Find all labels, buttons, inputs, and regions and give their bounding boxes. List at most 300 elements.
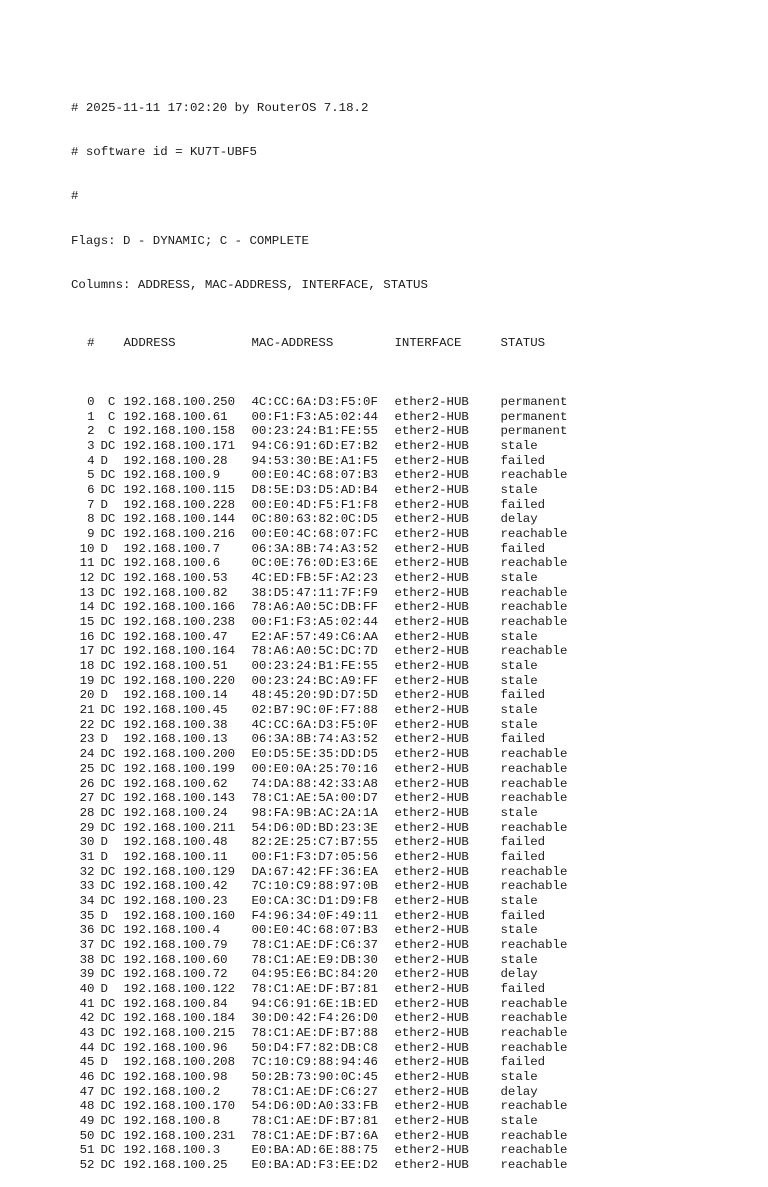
- row-interface: ether2-HUB: [394, 585, 469, 600]
- row-interface: ether2-HUB: [394, 791, 469, 806]
- row-address: 192.168.100.42: [123, 879, 228, 894]
- row-status: stale: [500, 923, 538, 938]
- row-interface: ether2-HUB: [394, 732, 469, 747]
- row-number: 38: [79, 952, 95, 967]
- row-status: stale: [500, 439, 538, 454]
- row-address: 192.168.100.24: [123, 805, 228, 820]
- table-row: [71, 909, 591, 924]
- header-mac-address: MAC-ADDRESS: [251, 336, 334, 351]
- row-flags: D: [100, 849, 108, 864]
- row-address: 192.168.100.62: [123, 776, 228, 791]
- row-address: 192.168.100.23: [123, 893, 228, 908]
- row-mac-address: 00:E0:4C:68:07:B3: [251, 923, 378, 938]
- row-status: reachable: [500, 468, 568, 483]
- row-address: 192.168.100.158: [123, 424, 236, 439]
- row-address: 192.168.100.166: [123, 600, 236, 615]
- row-status: reachable: [500, 644, 568, 659]
- row-address: 192.168.100.160: [123, 908, 236, 923]
- row-status: stale: [500, 893, 538, 908]
- row-mac-address: 00:23:24:B1:FE:55: [251, 424, 378, 439]
- row-mac-address: 0C:80:63:82:0C:D5: [251, 512, 378, 527]
- row-interface: ether2-HUB: [394, 439, 469, 454]
- table-row: [71, 630, 591, 645]
- row-interface: ether2-HUB: [394, 512, 469, 527]
- row-interface: ether2-HUB: [394, 952, 469, 967]
- row-mac-address: 00:E0:4D:F5:F1:F8: [251, 497, 378, 512]
- row-mac-address: 78:C1:AE:DF:B7:88: [251, 1025, 378, 1040]
- row-flags: D: [100, 732, 108, 747]
- table-row: [71, 938, 591, 953]
- row-number: 27: [79, 791, 95, 806]
- row-flags: DC: [100, 717, 116, 732]
- row-flags: DC: [100, 1040, 116, 1055]
- row-number: 37: [79, 937, 95, 952]
- row-interface: ether2-HUB: [394, 673, 469, 688]
- row-number: 4: [87, 453, 95, 468]
- table-row: [71, 498, 591, 513]
- row-status: reachable: [500, 615, 568, 630]
- row-interface: ether2-HUB: [394, 923, 469, 938]
- row-address: 192.168.100.115: [123, 483, 236, 498]
- table-row: [71, 586, 591, 601]
- row-mac-address: 00:F1:F3:A5:02:44: [251, 615, 378, 630]
- row-interface: ether2-HUB: [394, 747, 469, 762]
- table-row: [71, 777, 591, 792]
- table-row: [71, 850, 591, 865]
- row-number: 5: [87, 468, 95, 483]
- row-interface: ether2-HUB: [394, 1099, 469, 1114]
- row-number: 42: [79, 1011, 95, 1026]
- row-mac-address: 4C:CC:6A:D3:F5:0F: [251, 717, 378, 732]
- row-interface: ether2-HUB: [394, 571, 469, 586]
- row-address: 192.168.100.53: [123, 571, 228, 586]
- row-address: 192.168.100.8: [123, 1113, 221, 1128]
- table-row: [71, 1070, 591, 1085]
- row-mac-address: 7C:10:C9:88:97:0B: [251, 879, 378, 894]
- row-mac-address: 78:C1:AE:DF:B7:81: [251, 1113, 378, 1128]
- table-row: [71, 1055, 591, 1070]
- table-row: [71, 997, 591, 1012]
- row-status: delay: [500, 512, 538, 527]
- row-status: stale: [500, 717, 538, 732]
- row-number: 50: [79, 1128, 95, 1143]
- row-status: failed: [500, 541, 546, 556]
- table-row: [71, 659, 591, 674]
- row-status: delay: [500, 967, 538, 982]
- row-interface: ether2-HUB: [394, 761, 469, 776]
- flags-legend: Flags: D - DYNAMIC; C - COMPLETE: [71, 233, 309, 248]
- row-address: 192.168.100.250: [123, 395, 236, 410]
- table-row: [71, 747, 591, 762]
- row-number: 20: [79, 688, 95, 703]
- row-address: 192.168.100.51: [123, 659, 228, 674]
- row-mac-address: E0:BA:AD:F3:EE:D2: [251, 1157, 378, 1172]
- row-flags: DC: [100, 703, 116, 718]
- row-number: 9: [87, 527, 95, 542]
- row-flags: DC: [100, 776, 116, 791]
- row-interface: ether2-HUB: [394, 996, 469, 1011]
- row-status: reachable: [500, 864, 568, 879]
- row-number: 36: [79, 923, 95, 938]
- row-mac-address: F4:96:34:0F:49:11: [251, 908, 378, 923]
- row-flags: D: [100, 981, 108, 996]
- row-status: reachable: [500, 556, 568, 571]
- row-status: permanent: [500, 395, 568, 410]
- table-row: [71, 483, 591, 498]
- row-flags: DC: [100, 864, 116, 879]
- row-flags: DC: [100, 1157, 116, 1172]
- row-status: permanent: [500, 424, 568, 439]
- row-interface: ether2-HUB: [394, 1040, 469, 1055]
- row-status: reachable: [500, 879, 568, 894]
- row-interface: ether2-HUB: [394, 1128, 469, 1143]
- header-num: #: [87, 336, 95, 351]
- table-row: [71, 1158, 591, 1173]
- row-status: failed: [500, 453, 546, 468]
- row-address: 192.168.100.14: [123, 688, 228, 703]
- columns-legend: Columns: ADDRESS, MAC-ADDRESS, INTERFACE, STATUS: [71, 277, 428, 292]
- row-flags: D: [100, 453, 108, 468]
- row-mac-address: 00:E0:4C:68:07:FC: [251, 527, 378, 542]
- table-row: [71, 644, 591, 659]
- row-interface: ether2-HUB: [394, 468, 469, 483]
- row-flags: D: [100, 688, 108, 703]
- table-row: [71, 688, 591, 703]
- table-row: [71, 1114, 591, 1129]
- row-status: reachable: [500, 996, 568, 1011]
- row-interface: ether2-HUB: [394, 497, 469, 512]
- row-interface: ether2-HUB: [394, 937, 469, 952]
- row-status: stale: [500, 483, 538, 498]
- table-row: [71, 1129, 591, 1144]
- row-number: 39: [79, 967, 95, 982]
- row-flags: DC: [100, 556, 116, 571]
- row-number: 19: [79, 673, 95, 688]
- row-flags: DC: [100, 879, 116, 894]
- row-number: 33: [79, 879, 95, 894]
- row-status: delay: [500, 1084, 538, 1099]
- row-flags: DC: [100, 747, 116, 762]
- routeros-export-document: [71, 72, 591, 1187]
- row-status: stale: [500, 703, 538, 718]
- row-address: 192.168.100.220: [123, 673, 236, 688]
- row-flags: DC: [100, 1113, 116, 1128]
- row-interface: ether2-HUB: [394, 615, 469, 630]
- row-status: reachable: [500, 600, 568, 615]
- row-mac-address: 38:D5:47:11:7F:F9: [251, 585, 378, 600]
- row-mac-address: 00:F1:F3:D7:05:56: [251, 849, 378, 864]
- row-flags: C: [100, 395, 116, 410]
- table-row: [71, 454, 591, 469]
- table-row: [71, 865, 591, 880]
- row-interface: ether2-HUB: [394, 424, 469, 439]
- table-row: [71, 953, 591, 968]
- row-status: reachable: [500, 1025, 568, 1040]
- row-flags: DC: [100, 468, 116, 483]
- row-status: stale: [500, 952, 538, 967]
- row-status: stale: [500, 673, 538, 688]
- table-row: [71, 1085, 591, 1100]
- row-mac-address: 94:53:30:BE:A1:F5: [251, 453, 378, 468]
- row-flags: DC: [100, 923, 116, 938]
- row-number: 22: [79, 717, 95, 732]
- row-mac-address: E0:D5:5E:35:DD:D5: [251, 747, 378, 762]
- row-flags: DC: [100, 585, 116, 600]
- table-row: [71, 982, 591, 997]
- row-address: 192.168.100.38: [123, 717, 228, 732]
- row-number: 24: [79, 747, 95, 762]
- row-address: 192.168.100.170: [123, 1099, 236, 1114]
- row-address: 192.168.100.3: [123, 1143, 221, 1158]
- row-status: failed: [500, 835, 546, 850]
- row-status: stale: [500, 1113, 538, 1128]
- row-interface: ether2-HUB: [394, 805, 469, 820]
- row-address: 192.168.100.28: [123, 453, 228, 468]
- row-flags: D: [100, 835, 108, 850]
- table-row: [71, 468, 591, 483]
- row-mac-address: 06:3A:8B:74:A3:52: [251, 541, 378, 556]
- row-mac-address: 82:2E:25:C7:B7:55: [251, 835, 378, 850]
- row-number: 34: [79, 893, 95, 908]
- row-number: 44: [79, 1040, 95, 1055]
- row-mac-address: 50:D4:F7:82:DB:C8: [251, 1040, 378, 1055]
- row-address: 192.168.100.7: [123, 541, 221, 556]
- table-row: [71, 703, 591, 718]
- row-address: 192.168.100.143: [123, 791, 236, 806]
- table-row: [71, 512, 591, 527]
- row-flags: DC: [100, 673, 116, 688]
- row-number: 47: [79, 1084, 95, 1099]
- table-row: [71, 424, 591, 439]
- row-mac-address: D8:5E:D3:D5:AD:B4: [251, 483, 378, 498]
- row-address: 192.168.100.216: [123, 527, 236, 542]
- row-interface: ether2-HUB: [394, 703, 469, 718]
- row-flags: DC: [100, 761, 116, 776]
- row-address: 192.168.100.231: [123, 1128, 236, 1143]
- row-address: 192.168.100.129: [123, 864, 236, 879]
- row-address: 192.168.100.61: [123, 409, 228, 424]
- row-number: 35: [79, 908, 95, 923]
- table-row: [71, 600, 591, 615]
- row-mac-address: 94:C6:91:6D:E7:B2: [251, 439, 378, 454]
- row-address: 192.168.100.72: [123, 967, 228, 982]
- row-mac-address: 78:C1:AE:E9:DB:30: [251, 952, 378, 967]
- row-interface: ether2-HUB: [394, 644, 469, 659]
- row-flags: DC: [100, 1025, 116, 1040]
- row-address: 192.168.100.144: [123, 512, 236, 527]
- row-status: reachable: [500, 1157, 568, 1172]
- row-status: reachable: [500, 1128, 568, 1143]
- row-number: 46: [79, 1069, 95, 1084]
- row-interface: ether2-HUB: [394, 659, 469, 674]
- row-interface: ether2-HUB: [394, 453, 469, 468]
- row-number: 31: [79, 849, 95, 864]
- row-flags: DC: [100, 1143, 116, 1158]
- row-address: 192.168.100.199: [123, 761, 236, 776]
- row-mac-address: 0C:0E:76:0D:E3:6E: [251, 556, 378, 571]
- row-status: reachable: [500, 747, 568, 762]
- table-row: [71, 821, 591, 836]
- table-row: [71, 615, 591, 630]
- row-address: 192.168.100.164: [123, 644, 236, 659]
- table-header-row: [71, 336, 591, 351]
- row-flags: DC: [100, 600, 116, 615]
- row-number: 15: [79, 615, 95, 630]
- row-flags: D: [100, 497, 108, 512]
- row-mac-address: 7C:10:C9:88:94:46: [251, 1055, 378, 1070]
- row-address: 192.168.100.211: [123, 820, 236, 835]
- row-interface: ether2-HUB: [394, 1025, 469, 1040]
- table-row: [71, 967, 591, 982]
- row-interface: ether2-HUB: [394, 776, 469, 791]
- row-flags: DC: [100, 1128, 116, 1143]
- header-status: STATUS: [500, 336, 546, 351]
- row-interface: ether2-HUB: [394, 1084, 469, 1099]
- row-address: 192.168.100.11: [123, 849, 228, 864]
- row-address: 192.168.100.48: [123, 835, 228, 850]
- row-status: failed: [500, 688, 546, 703]
- row-mac-address: 00:F1:F3:A5:02:44: [251, 409, 378, 424]
- row-number: 52: [79, 1157, 95, 1172]
- row-mac-address: 00:23:24:B1:FE:55: [251, 659, 378, 674]
- row-mac-address: 54:D6:0D:A0:33:FB: [251, 1099, 378, 1114]
- row-mac-address: 94:C6:91:6E:1B:ED: [251, 996, 378, 1011]
- table-row: [71, 835, 591, 850]
- table-row: [71, 1143, 591, 1158]
- row-number: 16: [79, 629, 95, 644]
- row-interface: ether2-HUB: [394, 967, 469, 982]
- row-address: 192.168.100.25: [123, 1157, 228, 1172]
- row-mac-address: 30:D0:42:F4:26:D0: [251, 1011, 378, 1026]
- row-number: 1: [87, 409, 95, 424]
- row-address: 192.168.100.200: [123, 747, 236, 762]
- row-interface: ether2-HUB: [394, 879, 469, 894]
- header-address: ADDRESS: [123, 336, 176, 351]
- row-interface: ether2-HUB: [394, 717, 469, 732]
- row-flags: DC: [100, 659, 116, 674]
- row-address: 192.168.100.13: [123, 732, 228, 747]
- row-number: 40: [79, 981, 95, 996]
- row-mac-address: E0:CA:3C:D1:D9:F8: [251, 893, 378, 908]
- row-number: 29: [79, 820, 95, 835]
- row-address: 192.168.100.184: [123, 1011, 236, 1026]
- row-interface: ether2-HUB: [394, 688, 469, 703]
- row-number: 45: [79, 1055, 95, 1070]
- row-flags: DC: [100, 820, 116, 835]
- row-mac-address: 48:45:20:9D:D7:5D: [251, 688, 378, 703]
- row-status: reachable: [500, 1143, 568, 1158]
- row-status: reachable: [500, 527, 568, 542]
- table-row: [71, 762, 591, 777]
- row-flags: DC: [100, 996, 116, 1011]
- row-mac-address: 04:95:E6:BC:84:20: [251, 967, 378, 982]
- row-flags: D: [100, 908, 108, 923]
- row-status: failed: [500, 497, 546, 512]
- row-flags: DC: [100, 629, 116, 644]
- row-number: 43: [79, 1025, 95, 1040]
- row-flags: DC: [100, 512, 116, 527]
- row-interface: ether2-HUB: [394, 541, 469, 556]
- row-address: 192.168.100.82: [123, 585, 228, 600]
- row-status: stale: [500, 1069, 538, 1084]
- row-status: failed: [500, 732, 546, 747]
- row-mac-address: 00:23:24:BC:A9:FF: [251, 673, 378, 688]
- row-flags: DC: [100, 1011, 116, 1026]
- row-address: 192.168.100.238: [123, 615, 236, 630]
- row-address: 192.168.100.2: [123, 1084, 221, 1099]
- row-address: 192.168.100.84: [123, 996, 228, 1011]
- row-number: 8: [87, 512, 95, 527]
- row-status: reachable: [500, 1011, 568, 1026]
- export-timestamp-comment: # 2025-11-11 17:02:20 by RouterOS 7.18.2: [71, 101, 369, 116]
- table-row: [71, 410, 591, 425]
- row-mac-address: 02:B7:9C:0F:F7:88: [251, 703, 378, 718]
- row-status: reachable: [500, 1040, 568, 1055]
- row-number: 49: [79, 1113, 95, 1128]
- table-row: [71, 806, 591, 821]
- row-mac-address: 4C:ED:FB:5F:A2:23: [251, 571, 378, 586]
- row-status: reachable: [500, 1099, 568, 1114]
- table-row: [71, 718, 591, 733]
- row-number: 32: [79, 864, 95, 879]
- row-number: 30: [79, 835, 95, 850]
- row-mac-address: 54:D6:0D:BD:23:3E: [251, 820, 378, 835]
- row-mac-address: 00:E0:0A:25:70:16: [251, 761, 378, 776]
- row-address: 192.168.100.215: [123, 1025, 236, 1040]
- row-flags: DC: [100, 439, 116, 454]
- row-status: reachable: [500, 937, 568, 952]
- row-status: permanent: [500, 409, 568, 424]
- table-row: [71, 674, 591, 689]
- row-status: stale: [500, 629, 538, 644]
- row-mac-address: 00:E0:4C:68:07:B3: [251, 468, 378, 483]
- row-flags: DC: [100, 644, 116, 659]
- row-flags: DC: [100, 1069, 116, 1084]
- row-interface: ether2-HUB: [394, 849, 469, 864]
- row-number: 12: [79, 571, 95, 586]
- row-mac-address: 4C:CC:6A:D3:F5:0F: [251, 395, 378, 410]
- row-interface: ether2-HUB: [394, 1055, 469, 1070]
- table-row: [71, 571, 591, 586]
- row-interface: ether2-HUB: [394, 835, 469, 850]
- row-number: 7: [87, 497, 95, 512]
- row-status: failed: [500, 849, 546, 864]
- row-flags: DC: [100, 1084, 116, 1099]
- row-mac-address: E2:AF:57:49:C6:AA: [251, 629, 378, 644]
- row-number: 18: [79, 659, 95, 674]
- row-number: 11: [79, 556, 95, 571]
- row-status: reachable: [500, 776, 568, 791]
- row-interface: ether2-HUB: [394, 908, 469, 923]
- row-interface: ether2-HUB: [394, 395, 469, 410]
- row-interface: ether2-HUB: [394, 1069, 469, 1084]
- blank-comment: #: [71, 189, 79, 204]
- row-interface: ether2-HUB: [394, 600, 469, 615]
- row-interface: ether2-HUB: [394, 893, 469, 908]
- row-mac-address: 78:C1:AE:5A:00:D7: [251, 791, 378, 806]
- row-number: 13: [79, 585, 95, 600]
- arp-table-body: [71, 395, 591, 1173]
- table-row: [71, 894, 591, 909]
- table-row: [71, 439, 591, 454]
- table-row: [71, 527, 591, 542]
- row-mac-address: 78:C1:AE:DF:C6:27: [251, 1084, 378, 1099]
- row-number: 0: [87, 395, 95, 410]
- row-number: 14: [79, 600, 95, 615]
- row-status: reachable: [500, 791, 568, 806]
- row-address: 192.168.100.79: [123, 937, 228, 952]
- row-mac-address: E0:BA:AD:6E:88:75: [251, 1143, 378, 1158]
